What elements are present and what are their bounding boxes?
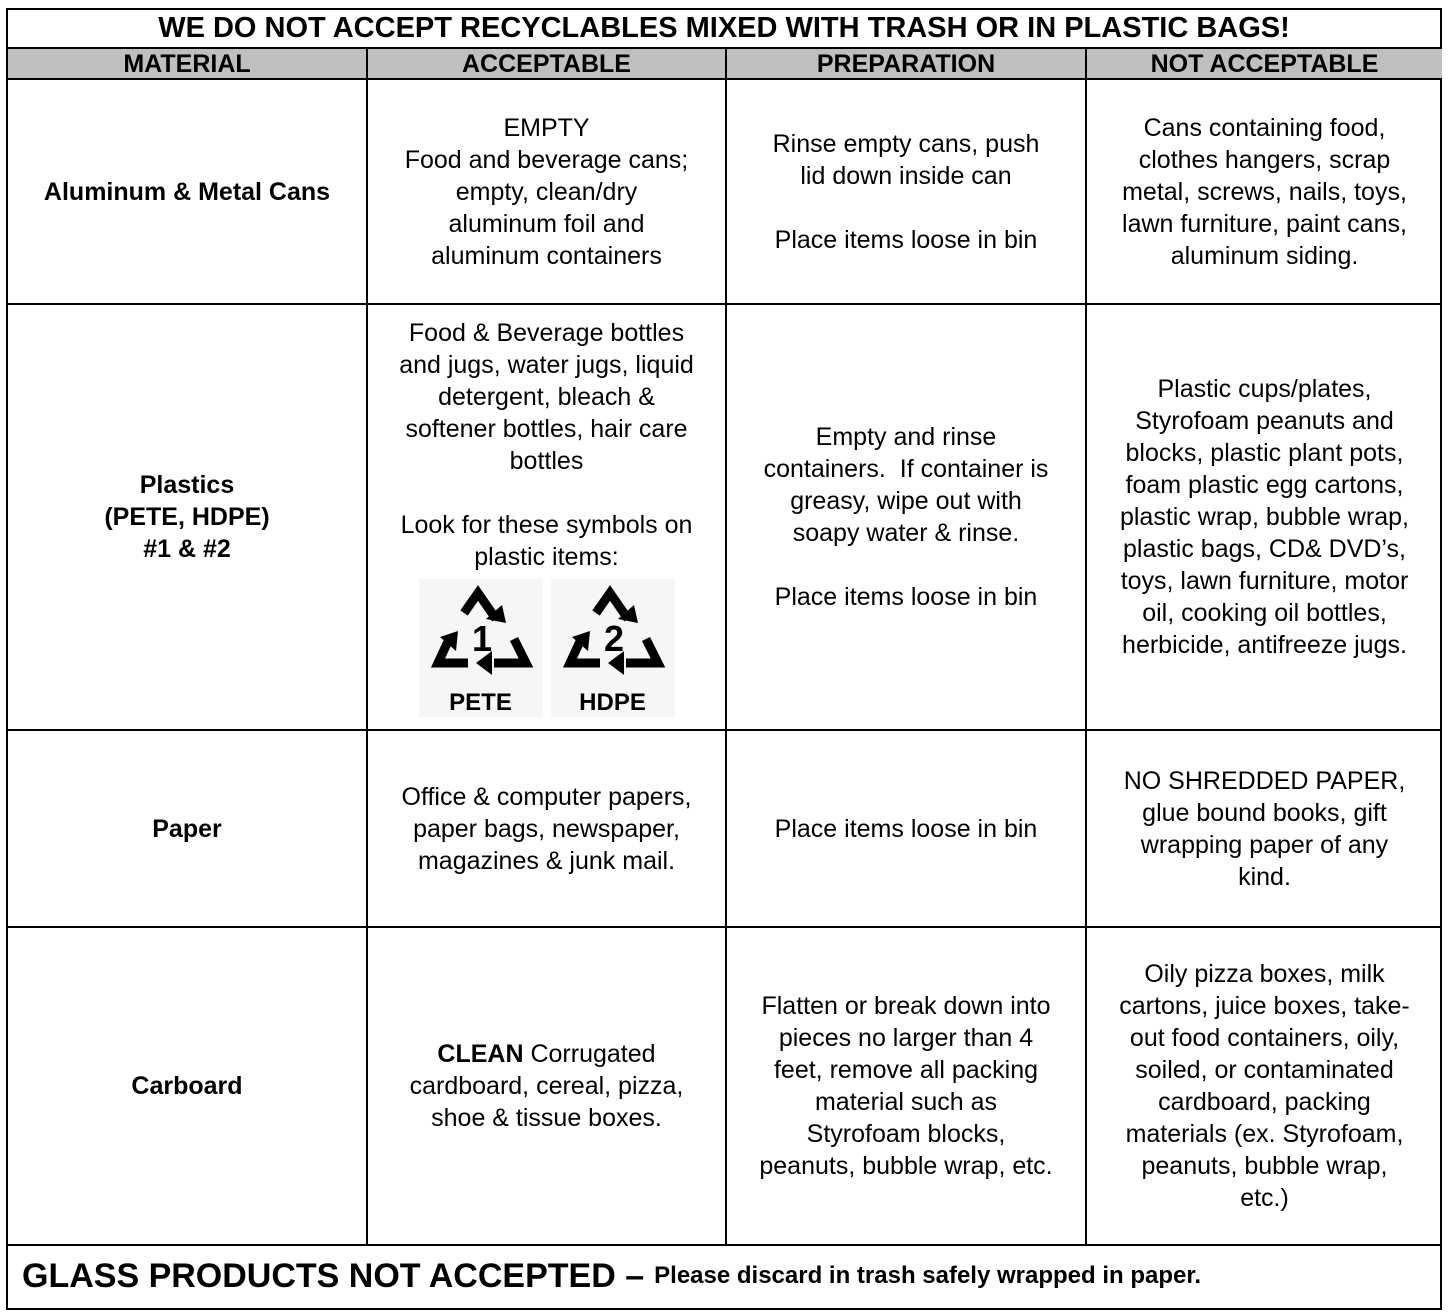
cell-line: kind.: [1238, 862, 1291, 891]
cell-line: Look for these symbols on: [400, 511, 693, 539]
cell-line: herbicide, antifreeze jugs.: [1122, 631, 1407, 659]
glass-notice-note: Please discard in trash safely wrapped in paper.: [654, 1262, 1202, 1289]
glass-notice-heading: GLASS PRODUCTS NOT ACCEPTED –: [22, 1256, 645, 1295]
cell-line: cartons, juice boxes, take-: [1119, 992, 1410, 1020]
cell-line: aluminum siding.: [1170, 241, 1359, 270]
cell-line: containers. If container is: [763, 455, 1049, 483]
resin-symbols: [376, 579, 717, 717]
cell-line: glue bound books, gift: [1142, 798, 1387, 827]
cell-line: Food and beverage cans;: [404, 145, 689, 174]
cell-line: plastic items:: [474, 543, 619, 571]
cell-line: [376, 1038, 717, 1070]
acceptable-cell: [367, 304, 726, 730]
cell-line: wrapping paper of any: [1140, 830, 1389, 859]
cell-line: Place items loose in bin: [774, 225, 1038, 254]
cell-line: cardboard, cereal, pizza,: [409, 1072, 684, 1100]
material-label: #1 & #2: [143, 535, 231, 563]
material-cell: [8, 79, 367, 304]
cell-line: greasy, wipe out with: [790, 487, 1022, 515]
not-acceptable-cell: [1086, 79, 1442, 304]
cell-line: soiled, or contaminated: [1135, 1056, 1394, 1084]
cell-line: magazines & junk mail.: [417, 846, 676, 875]
cell-line: etc.): [1240, 1184, 1289, 1212]
cell-line: empty, clean/dry: [455, 177, 638, 206]
line-gap: [376, 477, 717, 509]
glass-notice: [8, 1244, 1440, 1308]
acceptable-cell: [367, 927, 726, 1245]
cell-line: metal, screws, nails, toys,: [1122, 177, 1407, 206]
cell-line: Food & Beverage bottles: [408, 319, 685, 347]
recycling-table: [8, 49, 1442, 1246]
cell-line: lid down inside can: [800, 161, 1012, 190]
header-row: [8, 49, 1442, 79]
cell-line-text: Corrugated: [523, 1040, 656, 1068]
material-cell: [8, 927, 367, 1245]
cell-line: Office & computer papers,: [401, 782, 692, 811]
acceptable-cell: [367, 79, 726, 304]
recycling-guide: [6, 8, 1442, 1310]
preparation-cell: [726, 927, 1086, 1245]
cell-line: pieces no larger than 4: [778, 1024, 1034, 1052]
cell-line: oil, cooking oil bottles,: [1142, 599, 1387, 627]
cell-line: peanuts, bubble wrap,: [1141, 1152, 1388, 1180]
cell-line: NO SHREDDED PAPER,: [1123, 766, 1406, 795]
recycle-triangle-icon: [558, 579, 668, 689]
cell-line: plastic bags, CD& DVD’s,: [1123, 535, 1406, 563]
cell-line: plastic wrap, bubble wrap,: [1119, 503, 1410, 531]
not-acceptable-cell: [1086, 730, 1442, 927]
cell-line: Place items loose in bin: [774, 583, 1038, 611]
material-label: (PETE, HDPE): [104, 503, 270, 531]
header-preparation: PREPARATION: [726, 49, 1086, 79]
cell-line: detergent, bleach &: [438, 383, 655, 411]
material-label: Paper: [152, 814, 222, 843]
cell-line: aluminum foil and: [448, 209, 645, 238]
resin-number: 2: [603, 618, 624, 659]
clean-emphasis: CLEAN: [437, 1040, 524, 1068]
cell-line: aluminum containers: [431, 241, 662, 270]
cell-line: Empty and rinse: [815, 423, 997, 451]
cell-line: paper bags, newspaper,: [413, 814, 680, 843]
cell-line: Place items loose in bin: [774, 814, 1038, 843]
header-not-acceptable: NOT ACCEPTABLE: [1086, 49, 1442, 79]
cell-line: bottles: [509, 447, 584, 475]
cell-line: Flatten or break down into: [761, 992, 1051, 1020]
material-cell: [8, 304, 367, 730]
cell-line: EMPTY: [503, 113, 590, 142]
resin-code: PETE: [449, 689, 512, 716]
cell-line: materials (ex. Styrofoam,: [1125, 1120, 1404, 1148]
cell-line: Rinse empty cans, push: [772, 129, 1040, 158]
material-label: Carboard: [131, 1072, 243, 1100]
not-acceptable-cell: [1086, 304, 1442, 730]
resin-symbol-hdpe: [551, 579, 675, 717]
cell-line: lawn furniture, paint cans,: [1122, 209, 1407, 238]
header-acceptable: ACCEPTABLE: [367, 49, 726, 79]
banner-warning: WE DO NOT ACCEPT RECYCLABLES MIXED WITH TRASH OR IN PLASTIC BAGS!: [8, 10, 1440, 49]
cell-line: Styrofoam peanuts and: [1135, 407, 1394, 435]
cell-line: foam plastic egg cartons,: [1125, 471, 1404, 499]
cell-line: feet, remove all packing: [773, 1056, 1039, 1084]
cell-line: softener bottles, hair care: [405, 415, 688, 443]
table-row-metal: [8, 79, 1442, 304]
preparation-cell: [726, 304, 1086, 730]
cell-line: toys, lawn furniture, motor: [1120, 567, 1409, 595]
material-cell: [8, 730, 367, 927]
material-label: Plastics: [139, 471, 235, 499]
cell-line: Cans containing food,: [1143, 113, 1386, 142]
cell-line: material such as: [814, 1088, 998, 1116]
cell-line: shoe & tissue boxes.: [431, 1104, 662, 1132]
cell-line: peanuts, bubble wrap, etc.: [759, 1152, 1053, 1180]
cell-line: clothes hangers, scrap: [1138, 145, 1391, 174]
table-row-paper: [8, 730, 1442, 927]
table-row-cardboard: [8, 927, 1442, 1245]
cell-line: Oily pizza boxes, milk: [1144, 960, 1385, 988]
header-material: MATERIAL: [8, 49, 367, 79]
recycle-triangle-icon: [426, 579, 536, 689]
not-acceptable-cell: [1086, 927, 1442, 1245]
acceptable-cell: [367, 730, 726, 927]
cell-line: soapy water & rinse.: [792, 519, 1020, 547]
resin-code: HDPE: [579, 689, 646, 716]
line-gap: [735, 192, 1077, 224]
cell-line: out food containers, oily,: [1129, 1024, 1400, 1052]
cell-line: blocks, plastic plant pots,: [1125, 439, 1404, 467]
cell-line: Plastic cups/plates,: [1157, 375, 1372, 403]
cell-line: and jugs, water jugs, liquid: [399, 351, 694, 379]
resin-symbol-pete: [419, 579, 543, 717]
resin-number: 1: [471, 618, 492, 659]
preparation-cell: [726, 79, 1086, 304]
material-label: Aluminum & Metal Cans: [43, 177, 331, 206]
cell-line: Styrofoam blocks,: [806, 1120, 1006, 1148]
line-gap: [735, 549, 1077, 581]
preparation-cell: [726, 730, 1086, 927]
table-row-plastics: [8, 304, 1442, 730]
cell-line: cardboard, packing: [1158, 1088, 1371, 1116]
